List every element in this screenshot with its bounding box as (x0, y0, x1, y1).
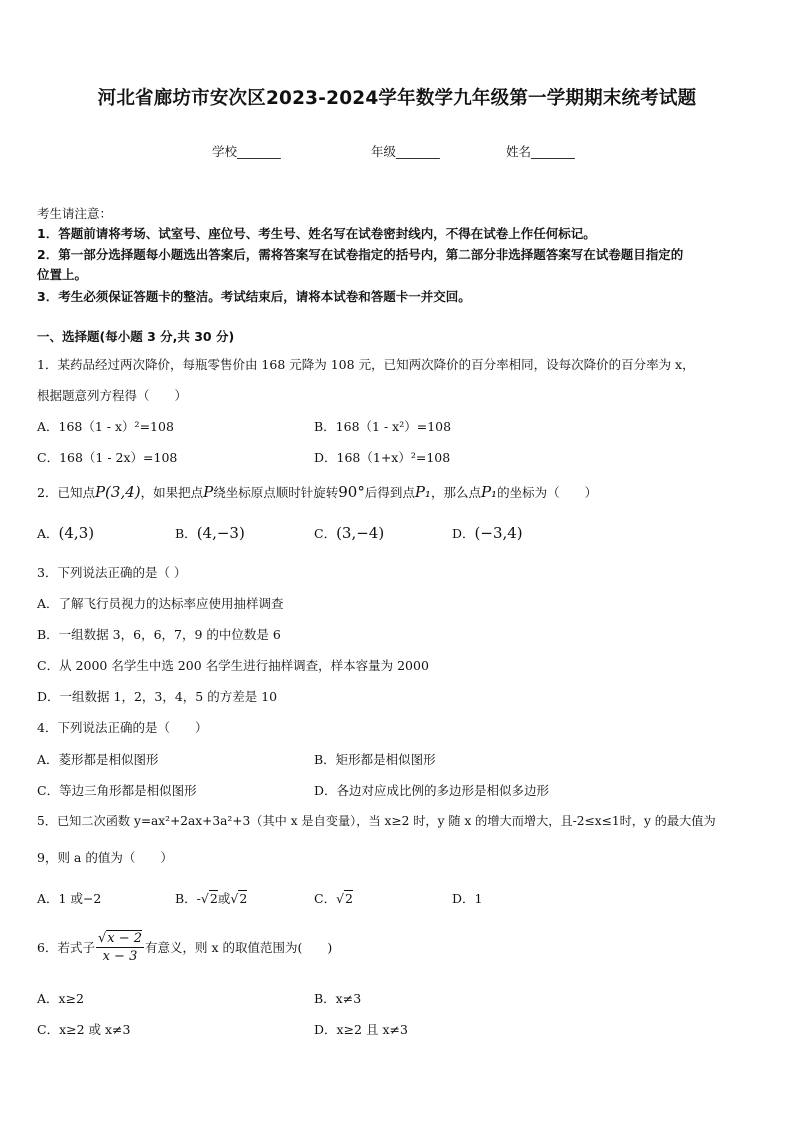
q2-option-b-value: (4,−3) (196, 524, 245, 542)
q5-option-a[interactable]: A．1 或−2 (37, 891, 102, 906)
section-heading: 一、选择题(每小题 3 分,共 30 分) (37, 329, 235, 344)
notice-item-3: 3．考生必须保证答题卡的整洁。考试结束后，请将本试卷和答题卡一并交回。 (37, 289, 471, 304)
q2-point-p: P(3,4) (94, 483, 141, 501)
q3-option-a[interactable]: A．了解飞行员视力的达标率应使用抽样调查 (37, 596, 284, 611)
q5-option-b-radicand-2: 2 (239, 891, 248, 906)
q5-option-c-radicand: 2 (345, 891, 353, 906)
q2-option-a-value: (4,3) (58, 524, 95, 542)
q2-option-c-value: (3,−4) (336, 524, 385, 542)
q5-stem-line1: 5．已知二次函数 y=ax²+2ax+3a²+3（其中 x 是自变量），当 x≥2 时，y 随 x 的增大而增大，且-2≤x≤1时，y 的最大值为 (37, 814, 716, 828)
q2-option-c-label: C． (314, 526, 337, 541)
notice-item-1: 1．答题前请将考场、试室号、座位号、考生号、姓名写在试卷密封线内，不得在试卷上作任何标记。 (37, 226, 596, 241)
q1-stem-line1: 1．某药品经过两次降价，每瓶零售价由 168 元降为 108 元，已知两次降价的百分率相同，设每次降价的百分率为 x， (37, 357, 695, 372)
q4-option-b[interactable]: B．矩形都是相似图形 (314, 752, 436, 767)
q4-option-a[interactable]: A．菱形都是相似图形 (37, 752, 159, 767)
sqrt-icon: √ (200, 891, 209, 906)
q6-option-b[interactable]: B．x≠3 (314, 991, 362, 1006)
q2-point-p-2: P (203, 483, 214, 501)
q2-option-c[interactable] (314, 524, 384, 542)
student-info-fields (0, 142, 794, 162)
grade-field[interactable]: 年级_______ (371, 144, 440, 159)
q2-angle: 90° (338, 483, 365, 501)
q5-option-b-label: B．- (175, 891, 201, 906)
notice-heading: 考生请注意： (37, 206, 113, 221)
school-field[interactable]: 学校_______ (212, 144, 281, 159)
q6-option-d[interactable]: D．x≥2 且 x≠3 (314, 1022, 408, 1037)
q1-option-c[interactable]: C．168（1 - 2x）=108 (37, 450, 178, 465)
notice-item-2: 2．第一部分选择题每小题选出答案后，需将答案写在试卷指定的括号内，第二部分非选择题答案写在试卷题目指定的 (37, 247, 684, 262)
q5-option-d[interactable]: D．1 (452, 891, 483, 906)
exam-title: 河北省廊坊市安次区2023-2024学年数学九年级第一学期期末统考试题 (97, 88, 697, 109)
q2-option-a-label: A． (37, 526, 59, 541)
q6-fraction-numerator (96, 930, 144, 948)
q6-stem-post: 有意义，则 x 的取值范围为( ) (145, 940, 333, 955)
q2-option-a[interactable] (37, 524, 94, 542)
q2-point-p1: P₁ (414, 483, 431, 501)
q6-stem (37, 930, 332, 964)
q2-option-d-label: D． (452, 526, 475, 541)
q3-option-d[interactable]: D．一组数据 1，2，3，4，5 的方差是 10 (37, 689, 278, 704)
q2-stem-mid4: ，那么点 (430, 485, 481, 500)
q1-option-d[interactable]: D．168（1+x）²=108 (314, 450, 451, 465)
q1-stem-line2: 根据题意列方程得（ ） (37, 388, 188, 403)
q3-option-c[interactable]: C．从 2000 名学生中选 200 名学生进行抽样调查，样本容量为 2000 (37, 658, 429, 673)
q5-option-c[interactable] (314, 889, 353, 907)
q3-option-b[interactable]: B．一组数据 3，6，6，7，9 的中位数是 6 (37, 627, 281, 642)
q6-fraction-denominator: x − 3 (102, 949, 138, 964)
q2-stem-end: 的坐标为（ ） (497, 485, 598, 500)
q2-option-d-value: (−3,4) (474, 524, 523, 542)
q3-stem: 3．下列说法正确的是（ ） (37, 565, 187, 580)
q6-fraction (96, 930, 144, 964)
q6-stem-pre: 6．若式子 (37, 940, 95, 955)
sqrt-icon: √ (336, 891, 345, 906)
sqrt-icon: √ (230, 891, 239, 906)
q2-stem (37, 483, 597, 501)
notice-item-2-cont: 位置上。 (37, 267, 88, 282)
q6-radicand: x − 2 (107, 931, 143, 946)
q2-stem-mid3: 后得到点 (364, 485, 415, 500)
q5-option-b[interactable] (175, 889, 247, 907)
q2-stem-mid2: 绕坐标原点顺时针旋转 (213, 485, 339, 500)
q2-option-b[interactable] (175, 524, 245, 542)
q1-option-b[interactable]: B．168（1 - x²）=108 (314, 419, 452, 434)
q5-stem-line2: 9，则 a 的值为（ ） (37, 850, 173, 865)
q2-stem-mid1: ，如果把点 (140, 485, 204, 500)
q4-stem: 4．下列说法正确的是（ ） (37, 720, 208, 735)
q4-option-c[interactable]: C．等边三角形都是相似图形 (37, 783, 197, 798)
q4-option-d[interactable]: D．各边对应成比例的多边形是相似多边形 (314, 783, 550, 798)
name-field[interactable]: 姓名_______ (506, 144, 575, 159)
q2-option-d[interactable] (452, 524, 523, 542)
q5-option-b-radicand-1: 2 (209, 891, 218, 906)
q6-option-a[interactable]: A．x≥2 (37, 991, 85, 1006)
q2-stem-pre: 2．已知点 (37, 485, 95, 500)
q5-option-c-label: C． (314, 891, 337, 906)
q1-option-a[interactable]: A．168（1 - x）²=108 (37, 419, 174, 434)
q5-option-b-or: 或 (217, 891, 231, 906)
q6-option-c[interactable]: C．x≥2 或 x≠3 (37, 1022, 131, 1037)
q2-option-b-label: B． (175, 526, 197, 541)
sqrt-icon: √ (97, 931, 107, 946)
q2-point-p1-2: P₁ (480, 483, 498, 501)
